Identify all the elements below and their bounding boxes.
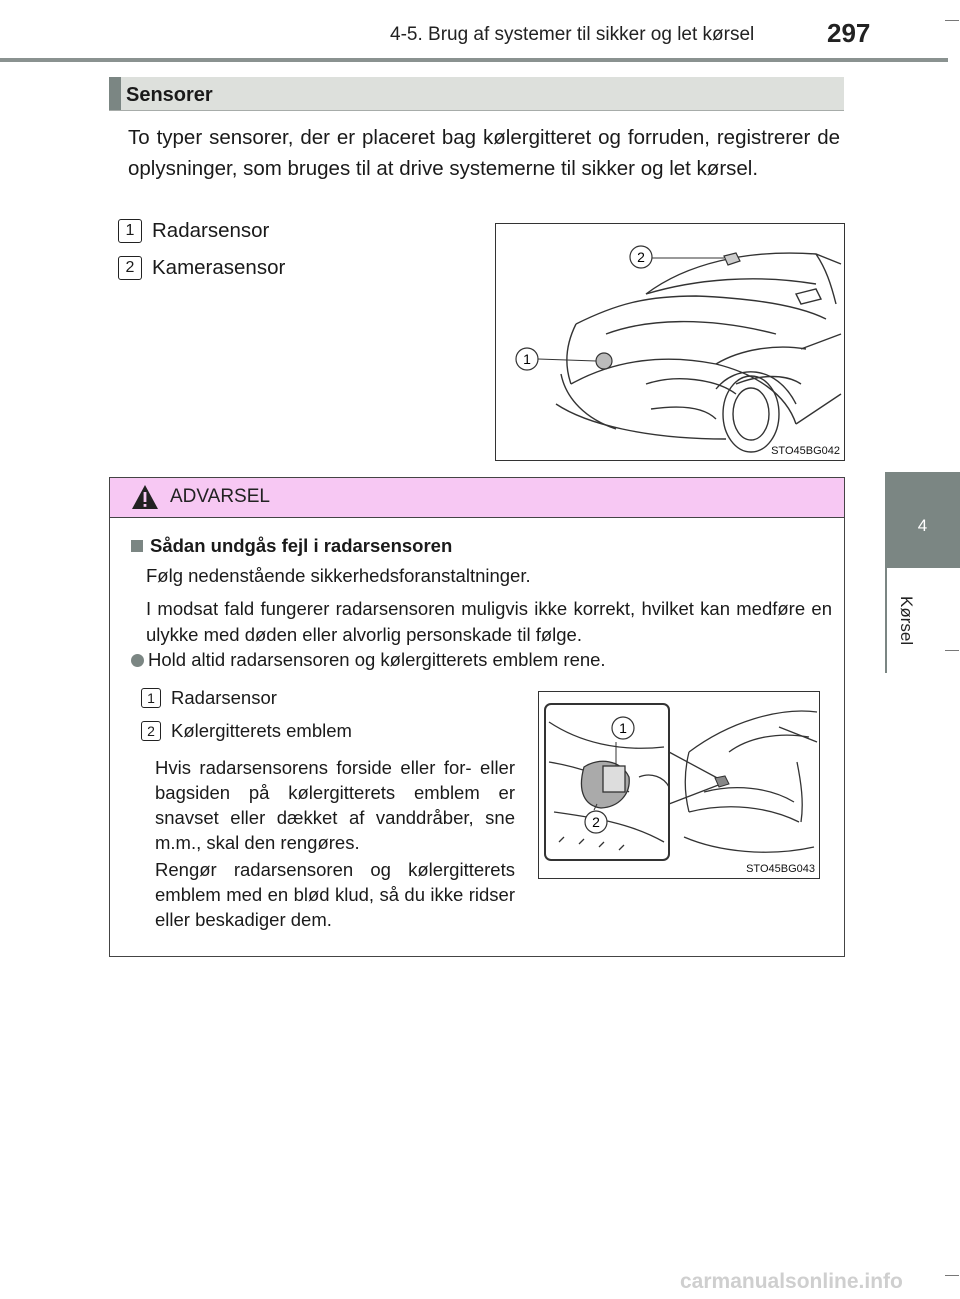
callout-1	[612, 717, 634, 739]
section-rule	[109, 110, 844, 111]
crop-mark	[945, 1275, 959, 1276]
callout-2	[585, 811, 607, 833]
camera-sensor-mark	[724, 253, 740, 265]
warning-bullet-text: Hold altid radarsensoren og kølergitterets emblem rene.	[148, 649, 606, 670]
warning-header	[110, 478, 844, 518]
chapter-tab	[885, 472, 960, 568]
chapter-number: 4	[917, 516, 928, 535]
legend-label: Kamerasensor	[152, 256, 286, 279]
legend-item-radar	[118, 219, 269, 243]
legend-label: Radarsensor	[152, 219, 270, 242]
warning-title: ADVARSEL	[170, 486, 270, 507]
callout-number: 2	[118, 256, 142, 280]
callout-number: 1	[118, 219, 142, 243]
chapter-tab-rule	[885, 568, 887, 673]
section-title: Sensorer	[126, 84, 213, 106]
section-accent	[109, 77, 121, 111]
warning-bullet	[131, 649, 606, 671]
square-bullet	[131, 540, 143, 552]
warning-line-1: Følg nedenstående sikkerhedsforanstaltninger.	[146, 565, 531, 586]
legend-item-camera	[118, 256, 285, 280]
svg-text:1: 1	[523, 351, 531, 367]
page-number: 297	[827, 18, 871, 48]
legend-label: Radarsensor	[171, 687, 277, 708]
crop-mark	[945, 20, 959, 21]
warning-subheading	[131, 535, 452, 557]
section-heading-bar	[109, 77, 844, 111]
svg-text:1: 1	[619, 720, 627, 736]
round-bullet	[131, 654, 144, 667]
warning-paragraph-2: Rengør radarsensoren og kølergitterets emblem med en blød klud, så du ikke ridser eller beskadiger dem.	[155, 859, 515, 930]
figure-code: STO45BG042	[771, 445, 840, 457]
figure-code: STO45BG043	[746, 863, 815, 875]
svg-text:2: 2	[592, 814, 600, 830]
sensor-location-figure	[495, 223, 845, 461]
car-front-illustration	[496, 224, 844, 460]
warning-legend-emblem	[141, 720, 352, 742]
chapter-label: Kørsel	[897, 596, 916, 646]
emblem-closeup-illustration	[539, 692, 819, 878]
section-intro: To typer sensorer, der er placeret bag kølergitteret og forruden, registrerer de oplysninger, som bruges til at drive systemerne til sikker og let kørsel.	[128, 126, 840, 180]
callout-number: 1	[141, 688, 161, 708]
svg-text:2: 2	[637, 249, 645, 265]
warning-legend-radar	[141, 687, 277, 709]
warning-triangle-icon	[130, 483, 160, 511]
header-rule	[0, 58, 948, 62]
crop-mark	[945, 650, 959, 651]
warning-subheading-text: Sådan undgås fejl i radarsensoren	[150, 535, 453, 556]
callout-number: 2	[141, 721, 161, 741]
radar-cleaning-figure	[538, 691, 820, 879]
callout-2	[630, 246, 652, 268]
callout-1	[516, 348, 538, 370]
running-header: 4-5. Brug af systemer til sikker og let kørsel	[390, 24, 755, 45]
warning-paragraph-1: Hvis radarsensorens forside eller for- eller bagsiden på kølergitterets emblem er snavset eller dækket af vanddråber, sne m.m., skal den rengøres.	[155, 757, 515, 853]
radar-sensor-mark	[596, 353, 612, 369]
legend-label: Kølergitterets emblem	[171, 720, 352, 741]
warning-line-2: I modsat fald fungerer radarsensoren muligvis ikke korrekt, hvilket kan medføre en ulykke med døden eller alvorlig personskade til følge.	[146, 598, 832, 645]
watermark: carmanualsonline.info	[680, 1270, 903, 1293]
radar-sensor-closeup	[603, 766, 625, 792]
